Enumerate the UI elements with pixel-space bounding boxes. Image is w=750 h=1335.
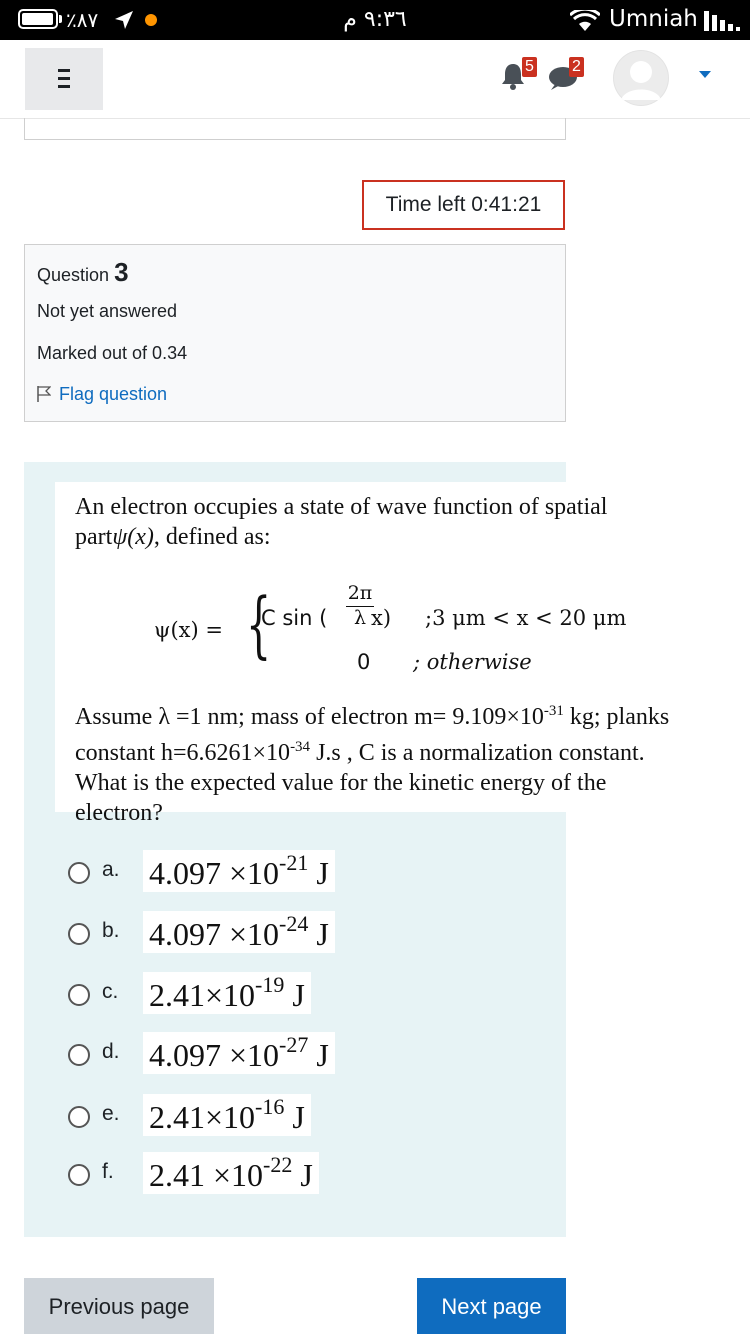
question-info <box>24 244 566 422</box>
messages-badge: 2 <box>569 57 584 77</box>
clock: ٩:٣٦ م <box>343 7 407 32</box>
question-number: Question 3 <box>37 257 129 287</box>
hamburger-icon <box>58 69 70 72</box>
user-silhouette-icon <box>613 50 669 106</box>
answer-text[interactable]: $2.41\times 10^{-19}$ J <box>143 972 311 1014</box>
answer-text[interactable]: $4.097 \times 10^{-27}$ J <box>143 1032 335 1074</box>
recording-dot-icon <box>145 14 157 26</box>
wave-function-equation: ψ(x) = { C sin ( $\frac{2\pi}{\lambda}$ x) ;3 μm < x < 20 μm 0 ; otherwise <box>154 582 627 674</box>
location-arrow-icon <box>112 8 136 32</box>
flag-icon <box>37 385 51 403</box>
question-intro: An electron occupies a state of wave function of spatial partψ(x), defined as: <box>75 494 608 550</box>
answer-text[interactable]: $4.097 \times 10^{-24}$ J <box>143 911 335 953</box>
top-navbar <box>0 40 750 119</box>
status-bar <box>0 0 750 40</box>
battery-percent: ٪٨٧ <box>66 8 99 32</box>
quiz-timer: Time left 0:41:21 <box>362 180 565 230</box>
flag-question-link[interactable]: Flag question <box>37 384 167 405</box>
battery-tip <box>59 15 62 23</box>
user-avatar[interactable] <box>613 50 669 106</box>
question-state: Not yet answered <box>37 301 178 321</box>
battery-icon <box>18 9 58 29</box>
answer-text[interactable]: $2.41 \times 10^{-22}$ J <box>143 1152 319 1194</box>
radio-button[interactable] <box>68 1164 90 1186</box>
menu-button[interactable] <box>25 48 103 110</box>
next-page-button[interactable]: Next page <box>417 1278 566 1334</box>
question-body: Assume λ =1 nm; mass of electron $m= 9.109\times 10^{-31}$ kg; planks constant $h=6.6261\times 10^{-34}$ J.s , C is a normalization constant. What is the expected value for the kinetic energy of the electron? <box>75 703 670 826</box>
notifications-badge: 5 <box>522 57 537 77</box>
signal-strength-icon <box>704 9 740 31</box>
question-formulation: An electron occupies a state of wave function of spatial partψ(x), defined as: ψ(x) = { C sin ( $\frac{2\pi}{\lambda}$ x) ;3 μm < x < 20 μm 0 ; otherwise Assume λ =1 nm; mass of electron $m= 9.109\times 10^{-31}$ kg; planks constant $h=6.6261\times 10^{-34}$ J.s , C is a normalization constant. What is the expected value for the kinetic energy of the electron? a. $4.097 \times 10^{-21}$ J b. $4.097 \times 10^{-24}$ J c. $2.41\times 10^{-19}$ J d. $4.097 \times 10^{-27}$ J e. $2.41\times 10^{-16}$ J f. $2.41 \times 10^{-22}$ J <box>24 462 566 1237</box>
radio-button[interactable] <box>68 923 90 945</box>
radio-button[interactable] <box>68 1106 90 1128</box>
carrier-name: Umniah <box>609 6 698 32</box>
piecewise-brace: { <box>246 582 272 666</box>
radio-button[interactable] <box>68 984 90 1006</box>
answer-text[interactable]: $2.41\times 10^{-16}$ J <box>143 1094 311 1136</box>
previous-question-box-edge <box>24 118 566 140</box>
question-text <box>55 482 695 826</box>
wifi-icon <box>570 10 600 32</box>
answer-text[interactable]: $4.097 \times 10^{-21}$ J <box>143 850 335 892</box>
question-grade: Marked out of 0.34 <box>37 343 188 363</box>
radio-button[interactable] <box>68 862 90 884</box>
radio-button[interactable] <box>68 1044 90 1066</box>
equation-fraction: $\frac{2\pi}{\lambda}$ <box>347 582 373 629</box>
previous-page-button[interactable]: Previous page <box>24 1278 214 1334</box>
user-menu-caret-icon[interactable] <box>699 71 711 78</box>
